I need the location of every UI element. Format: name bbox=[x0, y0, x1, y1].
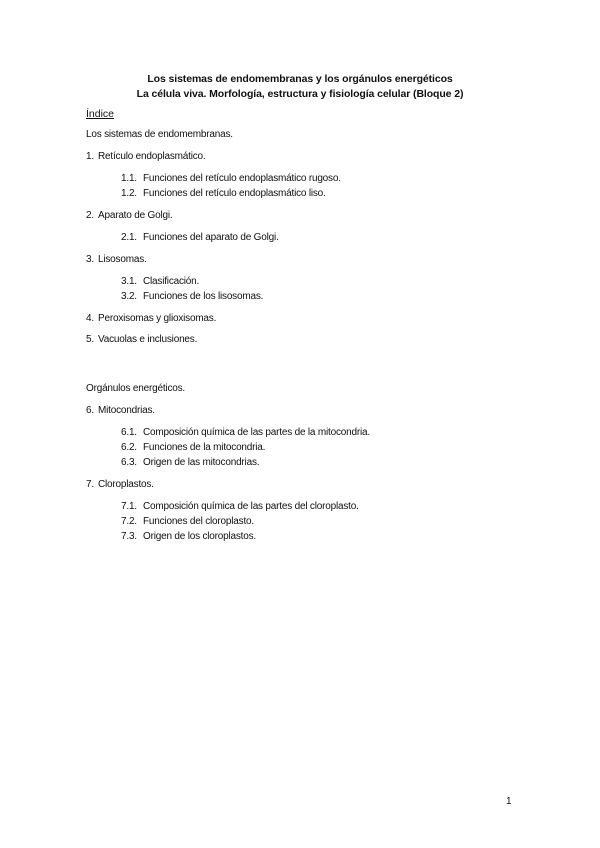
toc-subitem bbox=[86, 499, 526, 514]
toc-item-label: Cloroplastos. bbox=[98, 479, 154, 490]
toc-subitem-number: 7.2. bbox=[121, 516, 137, 527]
toc-item-number: 1. bbox=[86, 151, 94, 162]
toc-item-label: Vacuolas e inclusiones. bbox=[98, 334, 198, 345]
toc-subitem bbox=[86, 186, 526, 201]
document-subtitle: La célula viva. Morfología, estructura y fisiología celular (Bloque 2) bbox=[136, 88, 464, 100]
toc-item-label: Mitocondrias. bbox=[98, 405, 155, 416]
toc-subitem-label: Composición química de las partes de la mitocondria. bbox=[143, 427, 370, 438]
toc-item bbox=[86, 312, 526, 326]
toc-item-number: 2. bbox=[86, 210, 94, 221]
table-of-contents bbox=[86, 128, 526, 544]
toc-subitem bbox=[86, 529, 526, 544]
toc-subitem-label: Funciones del retículo endoplasmático liso. bbox=[143, 188, 326, 199]
toc-subitem-number: 3.2. bbox=[121, 291, 137, 302]
toc-subitem-label: Composición química de las partes del cloroplasto. bbox=[143, 501, 359, 512]
page-number: 1 bbox=[506, 796, 512, 807]
toc-subitem-number: 6.2. bbox=[121, 442, 137, 453]
toc-item bbox=[86, 404, 526, 418]
toc-subitem bbox=[86, 455, 526, 470]
toc-subitem bbox=[86, 274, 526, 289]
toc-subitem-label: Funciones del aparato de Golgi. bbox=[143, 232, 279, 243]
toc-item-number: 6. bbox=[86, 405, 94, 416]
toc-subitem-label: Origen de los cloroplastos. bbox=[143, 531, 256, 542]
toc-item-label: Lisosomas. bbox=[98, 254, 147, 265]
toc-subitem bbox=[86, 440, 526, 455]
toc-subitem-number: 3.1. bbox=[121, 276, 137, 287]
toc-subitem-number: 1.1. bbox=[121, 173, 137, 184]
toc-item bbox=[86, 209, 526, 223]
index-heading: Índice bbox=[86, 108, 115, 120]
toc-subitem-number: 7.1. bbox=[121, 501, 137, 512]
toc-item-number: 5. bbox=[86, 334, 94, 345]
toc-item-label: Peroxisomas y glioxisomas. bbox=[98, 313, 217, 324]
toc-subitem-label: Origen de las mitocondrias. bbox=[143, 457, 260, 468]
document-title: Los sistemas de endomembranas y los orgánulos energéticos bbox=[147, 73, 453, 85]
toc-part-heading: Los sistemas de endomembranas. bbox=[86, 129, 233, 140]
toc-item-label: Aparato de Golgi. bbox=[98, 210, 173, 221]
toc-item bbox=[86, 253, 526, 267]
toc-item bbox=[86, 333, 526, 347]
toc-item bbox=[86, 478, 526, 492]
toc-item-number: 3. bbox=[86, 254, 94, 265]
toc-subitem-label: Funciones del retículo endoplasmático rugoso. bbox=[143, 173, 341, 184]
toc-subitem-number: 1.2. bbox=[121, 188, 137, 199]
toc-subitem-number: 6.3. bbox=[121, 457, 137, 468]
toc-subitem bbox=[86, 514, 526, 529]
toc-subitem bbox=[86, 171, 526, 186]
title-block bbox=[0, 72, 600, 102]
toc-subitem-number: 6.1. bbox=[121, 427, 137, 438]
toc-subitem bbox=[86, 230, 526, 245]
toc-item bbox=[86, 150, 526, 164]
toc-subitem-number: 7.3. bbox=[121, 531, 137, 542]
toc-part-heading: Orgánulos energéticos. bbox=[86, 383, 185, 394]
toc-item-number: 4. bbox=[86, 313, 94, 324]
toc-item-number: 7. bbox=[86, 479, 94, 490]
toc-subitem bbox=[86, 289, 526, 304]
toc-subitem-label: Funciones del cloroplasto. bbox=[143, 516, 254, 527]
toc-subitem-label: Clasificación. bbox=[143, 276, 200, 287]
toc-subitem bbox=[86, 425, 526, 440]
toc-item-label: Retículo endoplasmático. bbox=[98, 151, 206, 162]
toc-subitem-number: 2.1. bbox=[121, 232, 137, 243]
toc-subitem-label: Funciones de los lisosomas. bbox=[143, 291, 264, 302]
toc-subitem-label: Funciones de la mitocondria. bbox=[143, 442, 266, 453]
